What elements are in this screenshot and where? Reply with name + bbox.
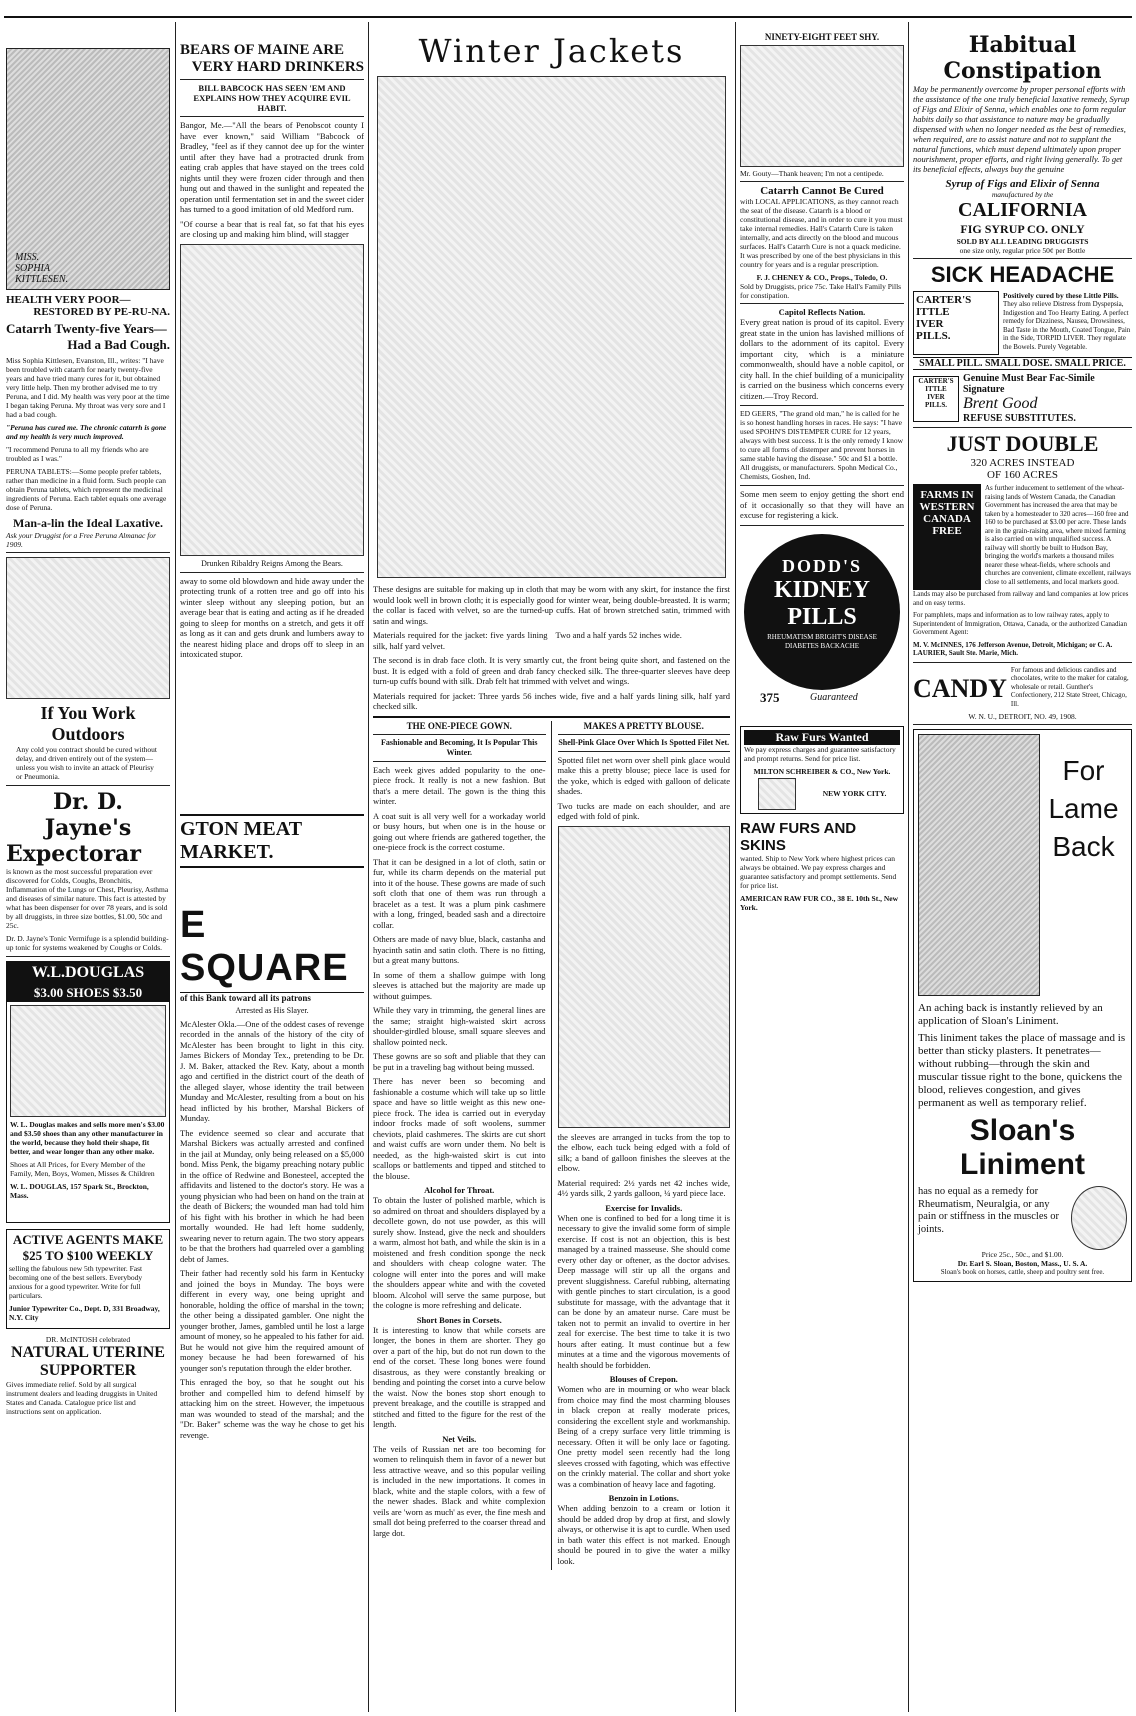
sick-headache: SICK HEADACHE bbox=[930, 262, 1115, 287]
winter-materials: Materials required for jacket: Three yards 56 inches wide, five and a half yards lining silk, half yard checked silk. bbox=[373, 690, 730, 711]
sloan-illustration bbox=[918, 734, 1040, 996]
column-rule bbox=[735, 22, 736, 1712]
sloan-price: Price 25c., 50c., and $1.00. bbox=[981, 1250, 1064, 1259]
carters-text: They also relieve Distress from Dyspepsia, Indigestion and Too Hearty Eating. A perfect remedy for Dizziness, Nausea, Drowsiness, Bad Taste in the Mouth, Coated Tongue, Pain in the Side, TORPID LIVER. They regulate the Bowels. Purely Vegetable. bbox=[1003, 300, 1131, 351]
gown-text: A coat suit is all very well for a workaday world or busy hours, but when one is in the house or going out where friends are gathered together, the one-piece frock is the correct costume. bbox=[373, 810, 546, 852]
outdoors-illustration bbox=[6, 557, 170, 699]
carters-brand: PILLS. bbox=[925, 400, 947, 409]
gown-text: While they vary in trimming, the general lines are the same; straight high-waisted skirt across shoulder-girdled blouse, small square sleeves and shallow pointed neck. bbox=[373, 1005, 546, 1047]
fig-price: one size only, regular price 50¢ per Bottle bbox=[959, 246, 1086, 255]
capitol-text: Every great nation is proud of its capitol. Every great state in the union has lavished millions of dollars to the adornment of its capitol. Every important city, which is a miniature commonwealth, should have a noble capitol, or city hall. In the chief building of a municipality is carried on the business which concerns every citizen.—Troy Record. bbox=[740, 317, 904, 401]
cartoon-caption: Mr. Gouty—Thank heaven; I'm not a centipede. bbox=[740, 169, 884, 178]
gown-sub: Fashionable and Becoming, It Is Popular This Winter. bbox=[381, 737, 538, 757]
blouse-article bbox=[558, 721, 731, 1571]
dodds-brand: PILLS bbox=[787, 603, 857, 630]
supporter-head: NATURAL UTERINE bbox=[11, 1344, 165, 1361]
rawfurs-text: wanted. Ship to New York where highest prices can always be obtained. We pay express charges and guarantee satisfactory and prompt settlements. Send for price list. bbox=[740, 853, 897, 890]
agents-address: Junior Typewriter Co., Dept. D, 331 Broadway, N.Y. City bbox=[9, 1304, 160, 1322]
blouse-text: Two tucks are made on each shoulder, and are edged with fold of pink. bbox=[557, 800, 730, 821]
douglas-address: W. L. DOUGLAS, 157 Spark St., Brockton, Mass. bbox=[10, 1182, 149, 1200]
blouse-text: the sleeves are arranged in tucks from the top to the elbow, each tuck being edged with a fold of silk; a band of galloon finishes the sleeves at the elbow. bbox=[557, 1131, 730, 1173]
jayne-vermifuge: Dr. D. Jayne's Tonic Vermifuge is a splendid building-up tonic for systems weakened by Coughs or Colds. bbox=[6, 934, 169, 952]
sophia-name: SOPHIA bbox=[15, 263, 50, 274]
fox-illustration bbox=[758, 778, 796, 810]
winter-desc: These designs are suitable for making up in cloth that may be worn with any skirt, for instance the first would look well in brown cloth; it is especially good for winter wear, being double-breasted. It is warm; the collar is faced with velvet, so are the turned-up cuffs. Hat of brown stretched satin, trimmed with satin and wings. bbox=[373, 584, 730, 626]
blouse-head: MAKES A PRETTY BLOUSE. bbox=[583, 720, 704, 731]
gown-text: Others are made of navy blue, black, castanha and hyacinth satin and satin cloth. There is no fitting, but a great many buttons. bbox=[373, 934, 546, 965]
douglas-prices: $3.00 SHOES $3.50 bbox=[7, 984, 169, 1002]
square-caption: Arrested as His Slayer. bbox=[235, 1005, 309, 1015]
carters-brand: CARTER'S bbox=[918, 376, 954, 385]
carters-positive: Positively cured by these Little Pills. bbox=[1003, 291, 1119, 300]
cheney: F. J. CHENEY & CO., Props., Toledo, O. bbox=[756, 273, 888, 282]
column-4 bbox=[740, 22, 904, 1712]
carters-brand: IVER bbox=[927, 392, 945, 401]
square-text: This enraged the boy, so that he sought out his brother and compelled him to defend himself by attacking him on the street. However, the impetuous man was wounded to stead of the marshal; and the "Dr. Baker" scheme was the way he chose to get his revenge. bbox=[180, 1377, 364, 1440]
bears-text: "Of course a bear that is real fat, so fat that his eyes are closing up and making him blind, will stagger bbox=[180, 218, 364, 239]
lame-back-head: Back bbox=[1052, 831, 1115, 862]
douglas-list: Shoes at All Prices, for Every Member of the Family, Men, Boys, Women, Misses & Children bbox=[10, 1160, 155, 1178]
sloan-brand: Sloan's bbox=[969, 1114, 1076, 1147]
crepon-text: Women who are in mourning or who wear black from choice may find the most charming blouses in black crepon at really moderate prices, considering the excellent style and workmanship. Being of a crepy surface very little trimming is necessary. Often it will be only lace or fagoting. One pretty model seen recently had the long sleeves crossed with fagoting, which was effective on the crinkly material. The collar and short yoke was a combination of heavy lace and fagoting. bbox=[557, 1384, 730, 1489]
dodds-guarantee: Guaranteed bbox=[810, 691, 858, 703]
acres-line: OF 160 ACRES bbox=[987, 469, 1058, 481]
sophia-name: KITTLESEN. bbox=[15, 274, 69, 285]
alcohol-head: Alcohol for Throat. bbox=[424, 1185, 495, 1195]
supporter-ad bbox=[6, 1335, 170, 1416]
carters-signature: Brent Good bbox=[963, 395, 1038, 412]
farms-canada-logo bbox=[913, 484, 981, 590]
sloan-ad bbox=[913, 729, 1132, 1282]
gown-text: That it can be designed in a lot of cloth, satin or fur, while its charm depends on the material put into it of the house. These gowns are made of such soft cloth that one of them was run through a bracelet as a test. It was a plum pink cashmere with a long, fringed, beaded sash and a directoire collar. bbox=[373, 856, 546, 930]
carters-genuine: Genuine Must Bear Fac-Simile Signature bbox=[963, 373, 1095, 395]
veils-head: Net Veils. bbox=[442, 1433, 477, 1444]
sloan-portrait bbox=[1071, 1186, 1127, 1250]
column-2 bbox=[180, 22, 364, 1712]
outdoors-headline: Outdoors bbox=[51, 724, 125, 744]
top-rule bbox=[4, 16, 1132, 18]
column-rule bbox=[175, 22, 176, 1712]
exercise-text: When one is confined to bed for a long time it is necessary to give the invalid some form of simple exercise. If cost is not an objection, this is best managed by a trained masseuse. She should come every other day or oftener, as the doctor advises. Deep massage will stir up all the organs and prevent sluggishness. Careful rubbing, alternating with gentle pinches to start circulation, is a good substitute for massage, with the advantage that it can be done by an amateur nurse. Care must be taken not to permit an invalid to overtire in her zeal for exercise. The best time to take it is two hours after eating. It must continue but a few minutes at a time and the vigorous movements of health should be forbidden. bbox=[557, 1212, 730, 1370]
rawfurs-head: RAW FURS AND SKINS bbox=[740, 819, 857, 854]
dodds-ring: RHEUMATISM BRIGHT'S DISEASE DIABETES BACKACHE bbox=[767, 632, 877, 650]
carters-refuse: REFUSE SUBSTITUTES. bbox=[963, 413, 1076, 424]
exercise-head: Exercise for Invalids. bbox=[605, 1202, 683, 1213]
lame-back-head: For bbox=[1062, 755, 1105, 786]
winter-materials: Materials required for the jacket: five yards lining silk, half yard velvet. bbox=[373, 630, 548, 651]
habitual-head: Habitual bbox=[968, 32, 1077, 58]
column-5 bbox=[913, 22, 1132, 1712]
peruna-laxative: Man-a-lin the Ideal Laxative. bbox=[13, 516, 163, 530]
benzoin-head: Benzoin in Lotions. bbox=[608, 1493, 679, 1503]
carters-brand: ITTLE bbox=[925, 384, 947, 393]
jayne-product: Expectorar bbox=[6, 841, 141, 867]
carters-brand: ITTLE bbox=[916, 306, 950, 318]
bears-subhead: BILL BABCOCK HAS SEEN 'EM AND EXPLAINS HOW THEY ACQUIRE EVIL HABIT. bbox=[193, 83, 351, 113]
blouse-text: Material required: 2½ yards net 42 inches wide, 4½ yards silk, 2 yards galloon, ¼ yard piece lace. bbox=[557, 1177, 730, 1198]
farms-text: FREE bbox=[932, 525, 962, 537]
peruna-italic: "Peruna has cured me. The chronic catarrh is gone and my health is very much improved. bbox=[6, 423, 167, 441]
fig-syrup: FIG SYRUP CO. ONLY bbox=[960, 222, 1085, 236]
syrup-mfg: manufactured by the bbox=[991, 190, 1054, 199]
douglas-ad bbox=[6, 961, 170, 1223]
carters-logo bbox=[913, 291, 999, 355]
canada-mcinnes: M. V. McINNES, 176 Jefferson Avenue, Detroit, Michigan; or C. A. LAURIER, Sault Ste. Marie, Mich. bbox=[913, 640, 1113, 657]
catarrh-head: Catarrh Cannot Be Cured bbox=[760, 185, 884, 197]
peruna-headline: Had a Bad Cough. bbox=[67, 337, 170, 352]
register-text: Some men seem to enjoy getting the short end of it occasionally so that they will have an excuse for registering a kick. bbox=[740, 489, 904, 520]
winter-materials: Two and a half yards 52 inches wide. bbox=[555, 630, 682, 640]
bears-text: away to some old blowdown and hide away under the protecting trunk of a rotten tree and go off into his winter sleep without any sleeping potion, but an average bear that is eating and acting as if he dreaded going to sleep for months on a stretch, and gets it off as long as it can and gets drunk and lumbers away to the nearest hiding place and drops off to sleep in an intoxicated stupor. bbox=[180, 575, 364, 659]
gown-text: In some of them a shallow guimpe with long sleeves is attached but the majority are made up without guimpes. bbox=[373, 969, 546, 1001]
gown-head: THE ONE-PIECE GOWN. bbox=[406, 720, 512, 731]
douglas-text: W. L. Douglas makes and sells more men's $3.00 and $3.50 shoes than any other manufacturer in the world, because they hold their shape, fit better, and wear longer than any other make. bbox=[10, 1120, 165, 1156]
dodds-brand: KIDNEY bbox=[773, 576, 870, 603]
column-rule bbox=[368, 22, 369, 1712]
jayne-text: is known as the most successful preparation ever discovered for Colds, Coughs, Bronchitis, Inflammation of the Lungs or Chest, Pleurisy, Asthma and diseases of similar nature. This fact is attested by what has been dispenser for over 78 years, and is sold by all druggists, in three size bottles, $1.00, 50c and 25c. bbox=[6, 867, 169, 930]
peruna-text: Miss Sophia Kittlesen, Evanston, Ill., writes: "I have been troubled with catarrh for nearly twenty-five years and have tried many cures for it, but obtained very little help. Then my brother advised me to try Peruna, and I did. My health was very poor at the time I began taking Peruna. My throat was very sore and I had a bad cough. bbox=[6, 356, 170, 419]
sloan-book: Sloan's book on horses, cattle, sheep and poultry sent free. bbox=[940, 1268, 1105, 1276]
furs-head: Raw Furs Wanted bbox=[744, 730, 900, 745]
douglas-portrait bbox=[10, 1005, 166, 1117]
peruna-headline: Catarrh Twenty-five Years— bbox=[6, 321, 167, 336]
blouse-sub: Shell-Pink Glace Over Which Is Spotted Filet Net. bbox=[558, 737, 730, 747]
winter-desc: The second is in drab face cloth. It is very smartly cut, the front being quite short, and fastened on the bust. It is edged with a fold of green and drab fancy checked silk. The three-quarter sleeves have deep turn-up cuffs bound with silk. Drab felt hat trimmed with velvet and wings. bbox=[373, 655, 730, 686]
square-text: McAlester Okla.—One of the oddest cases of revenge recorded in the annals of the history of the city of McAlester has been brought to light in this city. James Bickers of Monday Tex., pretending to be Dr. J. M. Baker, attacked the Rev. Katy, about a month ago and certified in the district court of the death of the alleged slayer, whose identity the trail between Munday and McAlester, resulting from a bout on his head inflicted by his brother, Marshal Bickers of Munday. bbox=[180, 1018, 364, 1123]
dodds-box-lid bbox=[744, 534, 900, 690]
furs-city: NEW YORK CITY. bbox=[822, 789, 887, 798]
douglas-head: W.L.DOUGLAS bbox=[7, 962, 169, 984]
gown-text: There has never been so becoming and fashionable a costume which will take up so little space and have so little weight as this new one-piece frock. The idea is carried out in everyday indoor frocks made of soft woolens, summer cheviots, plaid cashmeres. The skirts are cut short and waist cuffs are worn under them. No belt is needed, as the high-waisted skirt is cut into scallops or battlements and tipped and stitched to the blouse. bbox=[373, 1076, 546, 1181]
carters-brand: CARTER'S bbox=[916, 294, 972, 306]
square-sub: of this Bank toward all its patrons bbox=[180, 992, 364, 1003]
wnu-line: W. N. U., DETROIT, NO. 49, 1908. bbox=[968, 712, 1077, 721]
agents-head: $25 TO $100 WEEKLY bbox=[22, 1248, 154, 1263]
furs-name: MILTON SCHREIBER & CO., New York. bbox=[753, 766, 891, 776]
column-rule bbox=[908, 22, 909, 1712]
sloan-address: Dr. Earl S. Sloan, Boston, Mass., U. S. A. bbox=[957, 1259, 1088, 1268]
california: CALIFORNIA bbox=[958, 199, 1087, 221]
sophia-name: MISS. bbox=[15, 252, 40, 263]
gown-text: These gowns are so soft and pliable that they can be put in a traveling bag without being mussed. bbox=[373, 1051, 546, 1072]
dodds-ad bbox=[740, 530, 904, 720]
cartoon-title: NINETY-EIGHT FEET SHY. bbox=[764, 32, 880, 42]
square-text: The evidence seemed so clear and accurate that Marshal Bickers was actually arrested and confined in the jail at Munday, only being released on a $5,000 bond. Miss Penk, the bigamy preaching notary public in the office of Redwine and Bonesteel, accepted the affidavits and listened to the doctor's story. He was a young physician who had been on hand on the train at the death of Bickers; the wounded man had told him of his fight with his brother in which he had been mortally wounded. He had left home suddenly, swearing never to return again. The two story appears to be that the brothers had quarreled over a gambling debt of James. bbox=[180, 1127, 364, 1264]
column-3 bbox=[373, 22, 730, 1712]
agents-text: selling the fabulous new 5th typewriter. Fast becoming one of the best sellers. Everybody anxious for a good typewriter. Write for full particulars. bbox=[9, 1264, 143, 1300]
agents-ad bbox=[6, 1229, 170, 1329]
blouse-illustration bbox=[558, 826, 731, 1128]
carters-brand: PILLS. bbox=[916, 330, 951, 342]
alcohol-text: To obtain the luster of polished marble, which is so admired on throat and shoulders displayed by a decollete gown, do not use powder, as this will surely show. Instead, give the neck and shoulders a warm, almost hot bath, and while the skin is in a moistened and fresh condition sponge the neck and shoulders with cheap cologne water. The cologne will enter into the pores and will make the shoulders appear white and with the coveted bloom. Alcohol will serve the same purpose, but the cologne is more refreshing and delicate. bbox=[373, 1195, 546, 1310]
acres-line: 320 ACRES INSTEAD bbox=[970, 457, 1075, 469]
square-banner: E SQUARE bbox=[180, 903, 349, 989]
rawfurs-address: AMERICAN RAW FUR CO., 38 E. 10th St., New York. bbox=[740, 893, 898, 912]
farms-text: WESTERN bbox=[919, 501, 975, 513]
candy-text: For famous and delicious candies and chocolates, write to the maker for catalog, wholesale or retail. Gunther's Confectionery, 212 State Street, Chicago, Ill. bbox=[1010, 665, 1129, 708]
meat-market-banner: GTON MEAT MARKET. bbox=[180, 814, 364, 868]
gown-text: Each week gives added popularity to the one-piece frock. It really is not a new fashion. But that's a mere detail. The gown is the thing this winter. bbox=[373, 764, 546, 806]
fig-sold: SOLD BY ALL LEADING DRUGGISTS bbox=[956, 237, 1089, 246]
peruna-headline: HEALTH VERY POOR— bbox=[6, 294, 131, 306]
crepon-head: Blouses of Crepon. bbox=[609, 1374, 678, 1384]
cheney-note: Sold by Druggists, price 75c. Take Hall's Family Pills for constipation. bbox=[740, 282, 902, 300]
cartoon-illustration bbox=[740, 45, 904, 167]
furs-ad bbox=[740, 726, 904, 814]
habitual-text: May be permanently overcome by proper personal efforts with the assistance of the one truly beneficial laxative remedy, Syrup of Figs and Elixir of Senna, which enables one to form regular habits daily so that assistance to nature may be gradually dispensed with when no longer needed as the best of remedies, when required, are to assist nature and not to supplant the natural functions, which must depend ultimately upon proper nourishment, proper efforts, and right living generally. To get its beneficial effects, always buy the genuine bbox=[913, 84, 1130, 174]
corsets-text: It is interesting to know that while corsets are longer, the bones in them are shorter. They go over a part of the hip, but do not run down to the end of the corset. These long bones were found disastrous, as they were constantly breaking or bending and pointing the corset into a curve below the waist. Now the bones stop short enough to prevent breakage, and the coutille is strapped and stitched and fitted to the figure for the rest of the length. bbox=[373, 1324, 546, 1429]
carters-brand: IVER bbox=[916, 318, 944, 330]
dodds-number: 375 bbox=[760, 689, 780, 705]
canada-agents: For pamphlets, maps and information as to low railway rates, apply to Superintendent of Immigration, Ottawa, Canada, or the authorized Canadian Government Agent: bbox=[913, 611, 1128, 636]
bears-illustration bbox=[180, 244, 364, 556]
peruna-text: "I recommend Peruna to all my friends who are troubled as I was." bbox=[6, 445, 149, 463]
just-double: JUST DOUBLE bbox=[946, 431, 1099, 456]
geers-text: ED GEERS, "The grand old man," he is called for he is so honest handling horses in races. He says: "I have used SPOHN'S DISTEMPER CURE for 12 years, always with best success. It is the only remedy I know to cure all forms of distemper and prevent horses in same stable having the disease." 50c and $1 a bottle. All druggists, or manufacturers. Spohn Medical Co., Chemists, Goshen, Ind. bbox=[740, 409, 904, 481]
supporter-text: Gives immediate relief. Sold by all surgical instrument dealers and leading druggists in United States and Canada. Catalogue price list and instructions sent on application. bbox=[6, 1380, 158, 1416]
peruna-ask: Ask your Druggist for a Free Peruna Almanac for 1909. bbox=[6, 531, 156, 549]
farms-text: FARMS IN bbox=[920, 489, 974, 501]
peruna-headline: RESTORED BY PE-RU-NA. bbox=[33, 306, 170, 318]
capitol-head: Capitol Reflects Nation. bbox=[778, 307, 866, 317]
supporter-head: SUPPORTER bbox=[39, 1362, 137, 1379]
bears-caption: Drunken Ribaldry Reigns Among the Bears. bbox=[201, 558, 343, 568]
bears-headline: VERY HARD DRINKERS bbox=[191, 59, 364, 75]
sloan-text: An aching back is instantly relieved by an application of Sloan's Liniment. bbox=[918, 1002, 1103, 1027]
habitual-head: Constipation bbox=[943, 58, 1102, 84]
catarrh-text: with LOCAL APPLICATIONS, as they cannot reach the seat of the disease. Catarrh is a blood or constitutional disease, and in order to cure it you must take internal remedies. Hall's Catarrh Cure is taken internally, and acts directly on the blood and mucous surfaces. Hall's Catarrh Cure is not a quack medicine. It was prescribed by one of the best physicians in this country for years and is a regular prescription. bbox=[740, 197, 903, 269]
furs-text: We pay express charges and guarantee satisfactory and prompt returns. Send for price list. bbox=[744, 744, 896, 763]
sophia-portrait bbox=[6, 48, 170, 290]
farms-text: CANADA bbox=[923, 513, 971, 525]
agents-head: ACTIVE AGENTS MAKE bbox=[12, 1232, 164, 1247]
bears-text: Bangor, Me.—"All the bears of Penobscot county I have ever known," said William "Babcock of Bradley, "feel as if they cannot dee up for the winter until after they have had a protracted drunk from eating crab apples that have stayed on the trees cold nights until they were frozen cider through and then hung out and thawed in the sunlight and repeated the operation until fermentation set in and the sweet cider has turned to a good imitation of old Medford rum. bbox=[180, 120, 364, 214]
square-text: Their father had recently sold his farm in Kentucky and joined the boys in Munday. The boys were different in every way, one being upright and honorable, holding the office of marshal in the town; the other being a dissipated gambler. One night the younger brother, James, gambled until he lost a large amount of money, so he appealed to his father for aid. But he would not give him the required amount of money because he had been forewarned of his younger son's reputation through the elder brother. bbox=[180, 1268, 364, 1373]
dodds-brand: DODD'S bbox=[781, 555, 862, 576]
sloan-text: has no equal as a remedy for Rheumatism, Neuralgia, or any pain or stiffness in the muscles or joints. bbox=[918, 1186, 1059, 1235]
outdoors-headline: If You Work bbox=[40, 703, 136, 723]
lame-back-head: Lame bbox=[1048, 793, 1119, 824]
benzoin-text: When adding benzoin to a cream or lotion it should be added drop by drop at first, and slowly always, or otherwise it is apt to curdle. When used in bath water this effect is not marked. Enough should be poured in to give the water a milky look. bbox=[557, 1503, 730, 1566]
sloan-text: This liniment takes the place of massage and is better than sticky plasters. It penetrates—without rubbing—through the skin and muscular tissue right to the bone, quickens the blood, relieves congestion, and gives permanent as well as temporary relief. bbox=[918, 1032, 1126, 1109]
candy-head: CANDY bbox=[913, 673, 1007, 703]
gown-article bbox=[373, 721, 552, 1571]
peruna-tablets: PERUNA TABLETS:—Some people prefer tablets, rather than medicine in a fluid form. Such people can obtain Peruna tablets, which represent the medicinal ingredients of Peruna. Each tablet equals one average dose of Peruna. bbox=[6, 467, 167, 512]
winter-jackets-illustration bbox=[377, 76, 726, 578]
canada-text: As further inducement to settlement of the wheat-raising lands of Western Canada, the Canadian Government has increased the area that may be taken by a homesteader to 320 acres—160 free and 160 to be purchased at $3.00 per acre. These lands are in the grain-raising area, where mixed farming is also carried on with unqualified success. A railway will shortly be built to Hudson Bay, bringing the world's markets a thousand miles nearer these wheat-fields, where schools and churches are convenient, climate excellent, railways close to all settlements, and local markets good. bbox=[985, 484, 1131, 586]
canada-lands: Lands may also be purchased from railway and land companies at low prices and on easy terms. bbox=[913, 590, 1129, 607]
outdoors-text: Any cold you contract should be cured without delay, and driven entirely out of the system—unless you wish to invite an attack of Pleurisy or Pneumonia. bbox=[16, 745, 158, 781]
supporter-pre: DR. McINTOSH celebrated bbox=[45, 1335, 131, 1344]
veils-text: The veils of Russian net are too becoming for women to relinquish them in favor of a newer but less attractive weave, and so this popular veiling is included in the new importations. It comes in black, white and the staple colors, with a few of the newer shades. Black and white complexion veils are 'worn as much' as ever, the fine mesh and small dot being preferred to the coarser thread and large dot. bbox=[373, 1443, 546, 1538]
corsets-head: Short Bones in Corsets. bbox=[416, 1314, 502, 1325]
column-1 bbox=[6, 22, 170, 1712]
syrup-name: Syrup of Figs and Elixir of Senna bbox=[945, 178, 1100, 190]
carters-logo-small bbox=[913, 376, 959, 422]
jayne-name: Dr. D. Jayne's bbox=[44, 789, 132, 841]
winter-title: Winter Jackets bbox=[418, 32, 685, 70]
blouse-text: Spotted filet net worn over shell pink glace would make this a pretty blouse; piece lace is used for the yoke, which is edged with galloon of delicate shades. bbox=[557, 754, 730, 796]
sloan-brand: Liniment bbox=[960, 1148, 1085, 1181]
carters-small: SMALL PILL. SMALL DOSE. SMALL PRICE. bbox=[913, 357, 1132, 370]
bears-headline: BEARS OF MAINE ARE bbox=[180, 42, 345, 58]
